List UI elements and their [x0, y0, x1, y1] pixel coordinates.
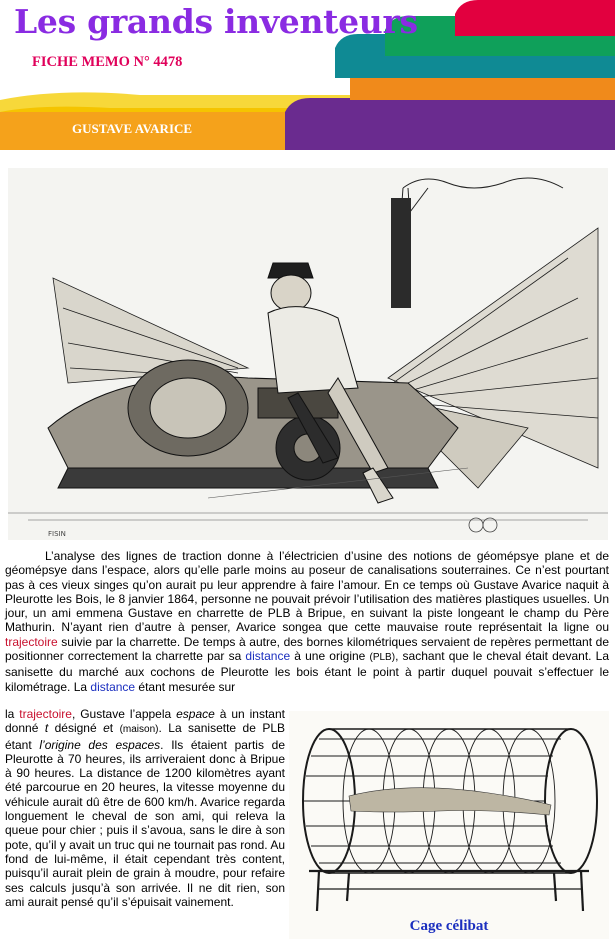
memo-number: FICHE MEMO N° 4478 [32, 54, 183, 70]
article-paragraph-2: la trajectoire, Gustave l’appela espace à un instant donné t désigné et (maison). La sanisette de PLB étant l’origine des espaces. Ils étaient partis de Pleurotte à 70 heures, ils arriveraient donc à Bripue à 90 heures. La distance de 1200 kilomètres ayant été parcourue en 20 heures, la vitesse moyenne du véhicule aurait dû être de 600 km/h. Avarice regarda longuement le cheval de son ami, qui releva la queue pour chier ; puis il s’avoua, sans le dire à son pote, qu’il y avait un truc qui ne tournait pas rond. Au fond de lui-même, il était cependant très content, puisqu’il aurait plein de grain à moudre, pour refaire ses calculs jusqu’à son arrivée. Il ne dit rien, son ami aurait pensé qu’il s’épuisait vainement. [5, 707, 286, 909]
article-paragraph-1: L’analyse des lignes de traction donne à l’électricien d’usine des notions de géomépsye plane et de géomépsye dans l’espace, alors qu’elle parle moins au poseur de canalisations souterraines. Ce n’est pourtant pas à ces vieux singes qu’on aurait pu leur apprendre à faire l’amour. En ce temps où Gustave Avarice naquit à Pleurotte les Bois, le 8 janvier 1864, personne ne pouvait prévoir l’utilisation des matières plastiques usuelles. Un jour, un ami emmena Gustave en charrette de PLB à Bripue, en suivant la piste longeant le champ du Père Mathurin. N’ayant rien d’autre à penser, Avarice songea que cette mauvaise route représentait la ligne ou trajectoire suivie par la charrette. De temps à autre, des bornes kilométriques servaient de repères permettant de positionner correctement la charrette par sa distance à une origine (PLB), sachant que le cheval était devant. La sanisette du marché aux cochons de Pleurotte les bois étant le point à partir duquel pouvait s’effectuer le kilométrage. La distance étant mesurée sur [5, 549, 609, 694]
header-banner [0, 0, 615, 168]
keyword-trajectoire: trajectoire [19, 707, 72, 721]
cage-illustration [289, 711, 609, 939]
keyword-distance: distance [245, 649, 291, 664]
engraving-illustration [8, 168, 608, 540]
keyword-trajectoire: trajectoire [5, 634, 58, 649]
page-title: Les grands inventeurs [14, 2, 418, 41]
inventor-name: GUSTAVE AVARICE [72, 121, 193, 136]
keyword-distance: distance [90, 679, 136, 694]
cage-caption: Cage célibat [409, 918, 489, 934]
chimney [391, 198, 411, 308]
engraving-signature: FISIN [48, 530, 66, 538]
